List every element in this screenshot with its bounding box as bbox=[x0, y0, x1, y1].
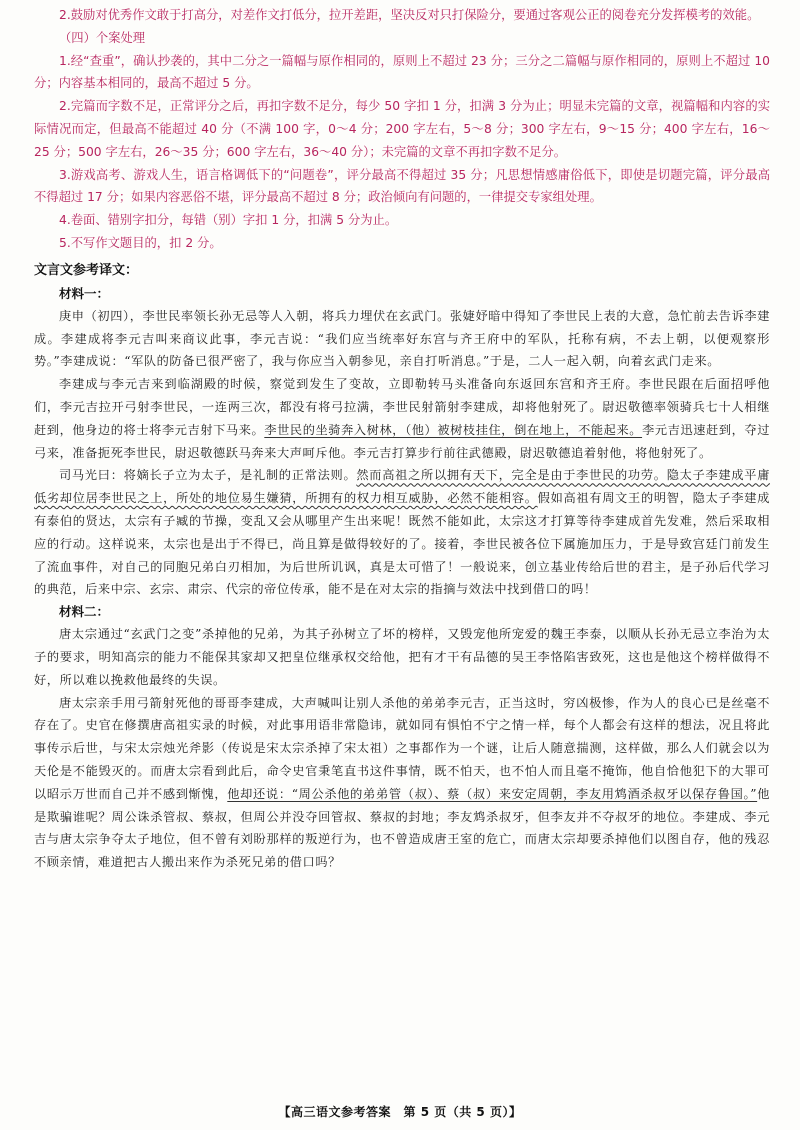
case-2: 2.完篇而字数不足，正常评分之后，再扣字数不足分，每少 50 字扣 1 分，扣满 3 分为止；明显未完篇的文章，视篇幅和内容的实际情况而定，但最高不能超过 40 分（不满 100 字，0～4 分；200 字左右，5～8 分；300 字左右，9～15 分；400 字左右，16～25 分；500 字左右，26～35 分；600 字左右，36～40 分）；未完篇的文章不再扣字数不足分。 bbox=[34, 99, 770, 159]
case-4: 4.卷面、错别字扣分，每错（别）字扣 1 分，扣满 5 分为止。 bbox=[59, 213, 398, 228]
material-1-paragraph-3 bbox=[34, 464, 770, 601]
m2-p2-text-a: 唐太宗亲手用弓箭射死他的哥哥李建成，大声喊叫让别人杀他的弟弟李元吉，正当这时，穷凶极惨，作为人的良心已是丝毫不存在了。史官在修撰唐高祖实录的时候，对此事用语非常隐讳，就如同有惧怕不宁之情一样，每个人都会有这样的想法，况且将此事传示后世，与宋太宗烛光斧影（传说是宋太宗杀掉了宋太祖）之事都作为一个谜，让后人随意揣测，这样做，那么人们就会以为天伦是不能毁灭的。而唐太宗看到此后，命令史官秉笔直书这件事情，既不怕天，也不怕人而且毫不掩饰，他自恰他犯下的大罪可以昭示万世而自己并不感到惭愧， bbox=[34, 695, 770, 801]
m1-p2-text-b: 李元吉迅速赶到，夺过弓来，准备扼死李世民，尉迟敬德跃马奔来大声呵斥他。李元吉打算步行前往武德殿，尉迟敬德追着射他，将他射死了。 bbox=[34, 422, 771, 460]
m1-p3-wavy-sentence-2: 隐太子李建成平庸低劣却位居李世民之上，所处的地位易生嫌猜，所拥有的权力相互威胁，必然不能相容。 bbox=[34, 468, 770, 506]
material-1-paragraph-1: 庚申（初四），李世民率领长孙无忌等人入朝，将兵力埋伏在玄武门。张婕妤暗中得知了李世民上表的大意，急忙前去告诉李建成。李建成将李元吉叫来商议此事，李元吉说：“我们应当统率好东宫与齐王府中的军队，托称有病，不去上朝，以便观察形势。”李建成说：“军队的防备已很严密了，我与你应当入朝参见，亲自打听消息。”于是，二人一起入朝，向着玄武门走来。 bbox=[34, 308, 770, 369]
case-5: 5.不写作文题目的，扣 2 分。 bbox=[59, 235, 222, 250]
m1-p2-underlined-sentence: 李世民的坐骑奔入树林，（他）被树枝挂住，倒在地上，不能起来。 bbox=[264, 422, 643, 437]
page-footer: 【高三语文参考答案 第 5 页（共 5 页）】 bbox=[278, 1105, 522, 1119]
section-4-title: （四）个案处理 bbox=[59, 30, 146, 45]
material-1-title: 材料一： bbox=[59, 285, 110, 301]
case-3: 3.游戏高考、游戏人生，语言格调低下的“问题卷”，评分最高不得超过 35 分；凡思想情感庸俗低下，即使是切题完篇，评分最高不得超过 17 分；如果内容恶俗不堪，评分最高不超过 8 分；政治倾向有问题的，一律提交专家组处理。 bbox=[34, 167, 770, 205]
m1-p2-text-a: 李建成与李元吉来到临湖殿的时候，察觉到发生了变故，立即勒转马头准备向东返回东宫和齐王府。李世民跟在后面招呼他们，李元吉拉开弓射李世民，一连两三次，都没有将弓拉满，李世民射箭射李建成，却将他射死了。尉迟敬德率领骑兵七十人相继赶到，他身边的将士将李元吉射下马来。 bbox=[34, 377, 770, 437]
scoring-item-2: 2.鼓励对优秀作文敢于打高分，对差作文打低分，拉开差距，坚决反对只打保险分，要通过客观公正的阅卷充分发挥模考的效能。 bbox=[59, 8, 760, 22]
translation-section bbox=[34, 259, 770, 874]
page-content bbox=[34, 4, 770, 874]
scoring-section bbox=[34, 4, 770, 255]
m1-p3-wavy-sentence-1: 然而高祖之所以拥有天下，完全是由于李世民的功劳。 bbox=[356, 468, 667, 483]
material-1-paragraph-2 bbox=[34, 373, 770, 464]
material-2-paragraph-2 bbox=[34, 692, 770, 874]
case-1: 1.经“查重”，确认抄袭的，其中二分之一篇幅与原作相同的，原则上不超过 23 分；三分之二篇幅与原作相同的，原则上不超过 10 分；内容基本相同的，最高不超过 5 分。 bbox=[34, 53, 770, 91]
m1-p3-text-b: 假如高祖有周文王的明智，隐太子李建成有泰伯的贤达，太宗有子臧的节操，变乱又会从哪里产生出来呢！既然不能如此，太宗这才打算等待李建成首先发难，然后采取相应的行动。这样说来，太宗也是出于不得已，尚且算是做得较好的了。接着，李世民被各位下属施加压力，于是导致宫廷门前发生了流血事件，对自己的同胞兄弟白刃相加，为后世所讥讽，真是太可惜了！一般说来，创立基业传给后世的君主，是子孙后代学习的典范，后来中宗、玄宗、肃宗、代宗的帝位传承，能不是在对太宗的指摘与效法中找到借口的吗！ bbox=[34, 491, 770, 597]
translation-heading: 文言文参考译文： bbox=[34, 262, 139, 278]
m1-p3-text-a: 司马光曰：将嫡长子立为太子，是礼制的正常法则。 bbox=[59, 468, 357, 483]
m2-p2-underlined-sentence: 他却还说：“周公杀他的弟弟管（叔）、蔡（叔）来安定周朝，李友用鸩酒杀叔牙以保存鲁国。” bbox=[227, 786, 758, 801]
material-2-title: 材料二： bbox=[59, 604, 110, 620]
material-2-paragraph-1: 唐太宗通过“玄武门之变”杀掉他的兄弟，为其子孙树立了坏的榜样，又毁宠他所宠爱的魏王李泰，以顺从长孙无忌立李治为太子的要求，明知高宗的能力不能保其家却又把皇位继承权交给他，把有才干有品德的吴王李恪陷害致死，这也是他这个榜样做得不好，所以难以挽救他最终的失误。 bbox=[34, 627, 770, 687]
m2-p2-text-b: 他是欺骗谁呢？周公诛杀管叔、蔡叔，但周公并没夺回管叔、蔡叔的封地；李友鸩杀叔牙，但李友并不夺叔牙的地位。李建成、李元吉与唐太宗争夺太子地位，但不曾有刘盼那样的叛逆行为，也不曾造成唐王室的危亡，而唐太宗却要杀掉他们以图自存，他的残忍不顾亲情，难道把古人搬出来作为杀死兄弟的借口吗？ bbox=[34, 786, 771, 870]
